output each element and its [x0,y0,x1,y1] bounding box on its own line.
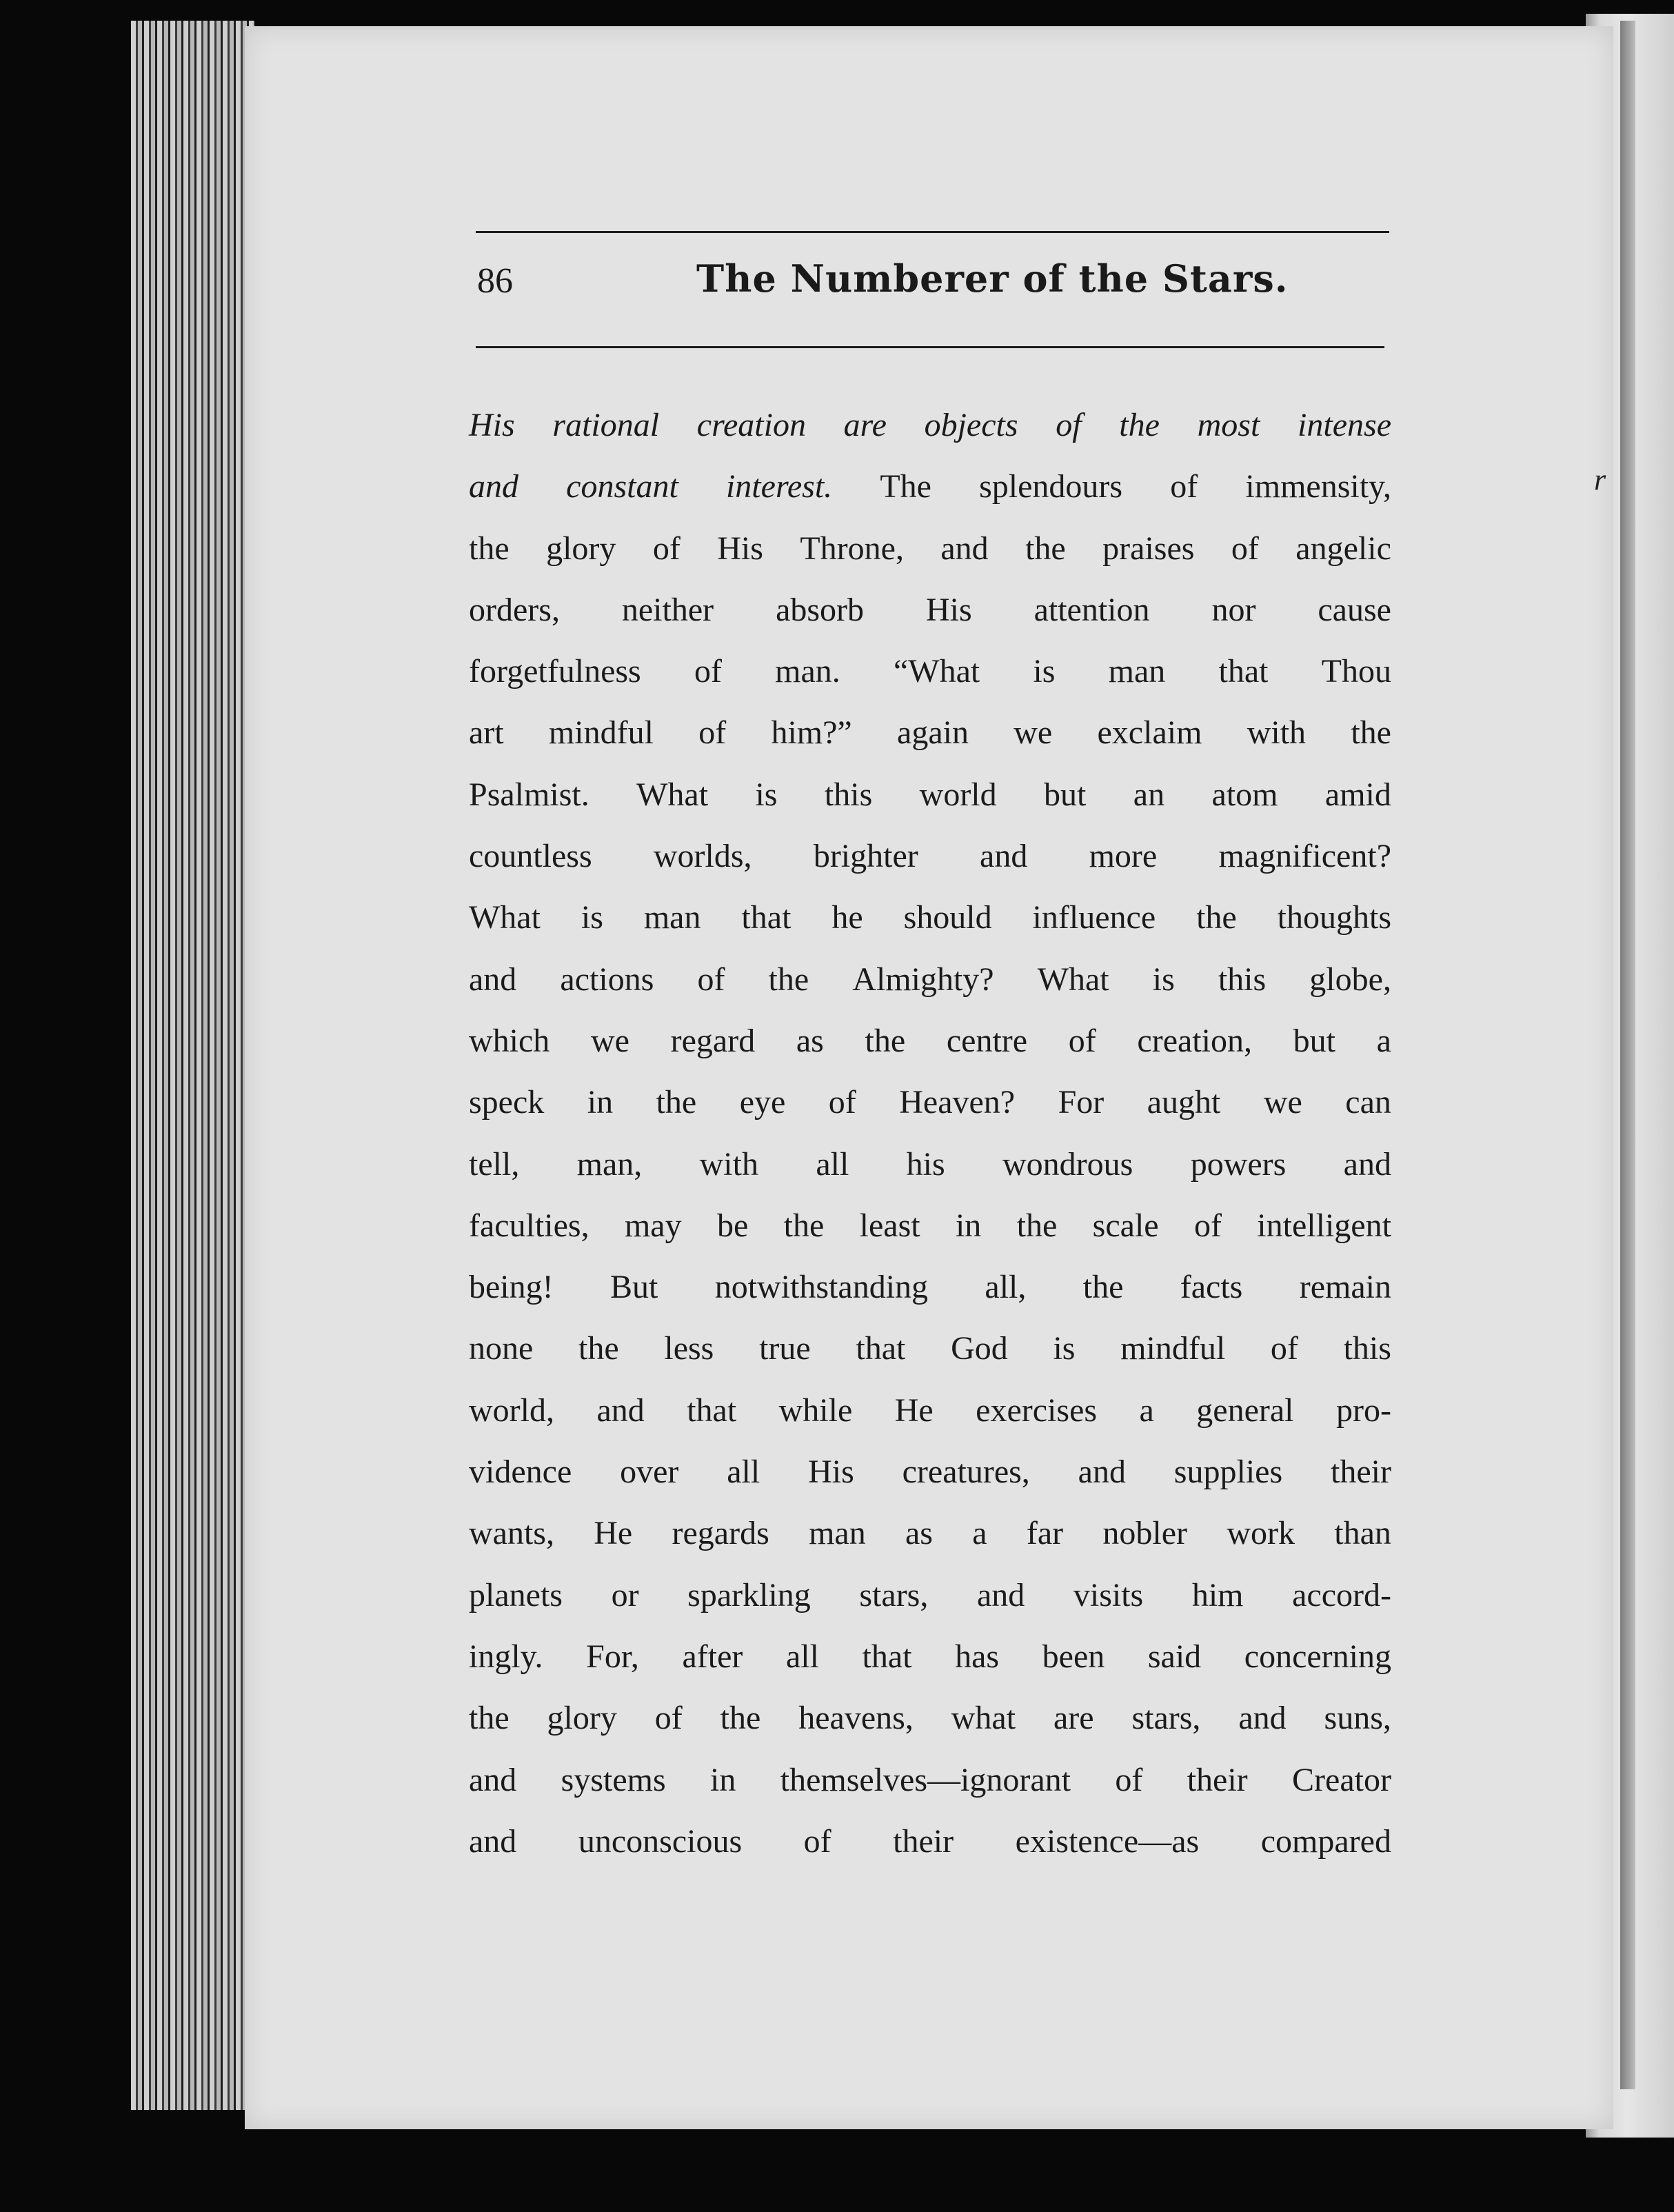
word: been [1042,1638,1105,1675]
word: nobler [1102,1515,1188,1552]
word: of [1115,1761,1143,1798]
word: more [1089,838,1158,875]
page-number: 86 [477,261,513,301]
word: a [1376,1022,1391,1059]
word: a [1139,1391,1154,1429]
word: of [1068,1022,1096,1059]
word: be [716,1207,749,1244]
word: of [1231,530,1259,567]
word: For [1058,1084,1105,1121]
word: are [843,407,887,443]
text-line [469,764,1391,825]
word: least [859,1207,920,1244]
word: this [824,776,873,813]
word: For, [586,1638,639,1675]
word: the [1016,1207,1058,1244]
word: over [620,1454,679,1491]
word: brighter [813,838,918,875]
word: suns, [1324,1700,1391,1737]
word: He [594,1515,633,1552]
word: man [643,899,701,936]
word: tell, [469,1145,520,1183]
text-line [469,825,1391,887]
word: accord- [1292,1576,1391,1613]
word: Almighty? [852,961,994,998]
word: their [1330,1454,1391,1491]
word: and [596,1391,645,1429]
word: are [1053,1700,1094,1737]
text-line [469,394,1391,456]
word: neither [621,591,714,628]
word: mindful [1120,1330,1226,1367]
word: art [469,714,504,752]
word: is [1053,1330,1076,1367]
word: and [469,1761,517,1798]
word: stars, [1131,1700,1201,1737]
word: countless [469,838,592,875]
word: pro- [1335,1391,1391,1429]
word: Heaven? [899,1084,1016,1121]
word: But [609,1269,658,1306]
word: in [710,1761,736,1798]
text-line [469,1072,1391,1133]
word: less [664,1330,714,1367]
word: we [1014,714,1053,752]
word: which [469,1022,550,1059]
word: far [1026,1515,1064,1552]
word: compared [1260,1822,1391,1860]
word: or [611,1576,639,1613]
word: of [1270,1330,1298,1367]
word: Thou [1321,653,1391,690]
word: and [469,468,518,505]
word: the [469,1700,510,1737]
word: a [972,1515,987,1552]
text-line [469,1565,1391,1626]
word: their [893,1822,954,1860]
word: unconscious [578,1822,743,1860]
text-line [469,1256,1391,1318]
word: that [1218,653,1269,690]
word: His [808,1454,854,1491]
word: splendours [979,468,1123,505]
word: and [980,838,1028,875]
word: the [1119,407,1160,443]
word: of [694,653,722,690]
text-line [469,456,1391,517]
word: wants, [469,1515,554,1552]
running-title: The Numberer of the Stars. [696,257,1289,301]
word: themselves—ignorant [780,1761,1071,1798]
word: he [831,899,863,936]
word: facts [1180,1269,1243,1306]
word: of [697,961,725,998]
word: of [698,714,727,752]
word: orders, [469,591,560,628]
text-line [469,1195,1391,1256]
page-edges [131,21,255,2110]
word: all [785,1638,819,1675]
word: powers [1190,1145,1287,1183]
word: with [1247,714,1307,752]
word: the [469,530,510,567]
word: aught [1147,1084,1221,1121]
word: is [581,899,603,936]
body-text [469,394,1391,1872]
word: glory [546,530,616,567]
word: mindful [548,714,654,752]
word: glory [547,1700,617,1737]
text-line [469,949,1391,1010]
word: heavens, [798,1700,914,1737]
word: true [759,1330,811,1367]
word: the [865,1022,906,1059]
word: intelligent [1257,1207,1391,1244]
word: what [951,1700,1016,1737]
word: that [741,899,791,936]
word: of [1170,468,1198,505]
margin-mark: r [1594,463,1606,496]
word: the [783,1207,825,1244]
word: regard [670,1022,756,1059]
word: is [755,776,778,813]
word: thoughts [1277,899,1391,936]
word: again [897,714,969,752]
word: work [1227,1515,1295,1552]
right-gutter [1620,21,1635,2089]
word: their [1187,1761,1248,1798]
text-line [469,1134,1391,1195]
word: What [1037,961,1109,998]
word: praises [1102,530,1195,567]
word: that [856,1330,906,1367]
word: His [469,407,515,443]
word: him?” [771,714,852,752]
word: exclaim [1097,714,1202,752]
word: man [809,1515,866,1552]
word: visits [1073,1576,1144,1613]
word: regards [672,1515,769,1552]
word: “What [893,653,980,690]
word: and [940,530,989,567]
text-line [469,1626,1391,1687]
word: the [768,961,809,998]
word: His [717,530,763,567]
text-line [469,579,1391,641]
word: and [469,1822,517,1860]
text-line [469,1318,1391,1379]
word: His [925,591,972,628]
word: concerning [1244,1638,1391,1675]
word: angelic [1295,530,1391,567]
text-line [469,1749,1391,1811]
word: stars, [859,1576,929,1613]
word: What [469,899,541,936]
word: is [1152,961,1175,998]
word: scale [1092,1207,1159,1244]
word: actions [560,961,654,998]
word: of [1193,1207,1222,1244]
word: man [1108,653,1166,690]
word: the [1025,530,1066,567]
word: existence—as [1015,1822,1200,1860]
word: notwithstanding [714,1269,929,1306]
text-line [469,702,1391,763]
word: the [656,1084,697,1121]
word: What [636,776,709,813]
word: He [894,1391,934,1429]
word: wondrous [1002,1145,1133,1183]
word: intense [1298,407,1391,443]
word: atom [1211,776,1278,813]
word: and [1078,1454,1126,1491]
word: man. [775,653,840,690]
word: general [1196,1391,1294,1429]
word: Creator [1292,1761,1391,1798]
word: the [1351,714,1391,752]
word: nor [1211,591,1256,628]
word: world [919,776,997,813]
text-line [469,1502,1391,1564]
word: than [1334,1515,1391,1552]
word: sparkling [687,1576,811,1613]
text-line [469,518,1391,579]
header-rule-top [476,231,1389,233]
word: an [1133,776,1165,813]
word: the [1196,899,1237,936]
word: and [1238,1700,1287,1737]
word: absorb [776,591,865,628]
word: in [955,1207,982,1244]
word: of [828,1084,856,1121]
word: amid [1324,776,1391,813]
word: faculties, [469,1207,589,1244]
word: exercises [976,1391,1098,1429]
word: this [1218,961,1267,998]
word: can [1345,1084,1391,1121]
word: of [654,1700,683,1737]
word: supplies [1173,1454,1283,1491]
word: most [1197,407,1260,443]
word: magnificent? [1218,838,1391,875]
word: is [1033,653,1056,690]
word: Psalmist. [469,776,589,813]
text-line [469,1441,1391,1502]
word: that [687,1391,737,1429]
text-line [469,641,1391,702]
word: attention [1033,591,1150,628]
word: Throne, [800,530,904,567]
word: God [951,1330,1008,1367]
word: his [906,1145,945,1183]
word: this [1343,1330,1391,1367]
word: influence [1032,899,1156,936]
word: and [469,961,517,998]
word: all [727,1454,760,1491]
word: objects [924,407,1018,443]
word: him [1191,1576,1244,1613]
word: the [1082,1269,1124,1306]
word: all [816,1145,849,1183]
word: the [578,1330,619,1367]
word: cause [1318,591,1391,628]
text-line [469,1380,1391,1441]
word: of [803,1822,831,1860]
word: constant [566,468,678,505]
word: planets [469,1576,563,1613]
word: interest. [725,468,833,505]
word: but [1293,1022,1335,1059]
word: has [955,1638,1000,1675]
word: The [880,468,931,505]
word: creatures, [902,1454,1030,1491]
word: worlds, [653,838,752,875]
word: systems [561,1761,666,1798]
word: and [1343,1145,1391,1183]
word: we [1263,1084,1302,1121]
word: after [682,1638,743,1675]
word: said [1147,1638,1202,1675]
word: as [905,1515,933,1552]
word: immensity, [1245,468,1391,505]
word: remain [1299,1269,1391,1306]
word: eye [739,1084,786,1121]
word: with [699,1145,758,1183]
word: the [720,1700,761,1737]
word: creation [696,407,806,443]
word: rational [552,407,660,443]
word: while [778,1391,853,1429]
word: man, [576,1145,643,1183]
text-line [469,1010,1391,1072]
word: ingly. [469,1638,543,1675]
word: may [624,1207,682,1244]
text-line [469,1811,1391,1872]
word: in [587,1084,614,1121]
word: none [469,1330,534,1367]
word: as [796,1022,824,1059]
word: we [590,1022,629,1059]
word: and [976,1576,1025,1613]
word: all, [985,1269,1027,1306]
word: of [652,530,680,567]
text-line [469,1687,1391,1749]
header-rule-bottom [476,346,1384,348]
word: world, [469,1391,554,1429]
word: of [1056,407,1082,443]
word: that [862,1638,912,1675]
word: centre [946,1022,1028,1059]
word: should [903,899,992,936]
word: but [1044,776,1087,813]
word: vidence [469,1454,572,1491]
word: forgetfulness [469,653,641,690]
word: being! [469,1269,554,1306]
word: speck [469,1084,545,1121]
word: creation, [1137,1022,1252,1059]
text-line [469,887,1391,948]
word: globe, [1309,961,1391,998]
